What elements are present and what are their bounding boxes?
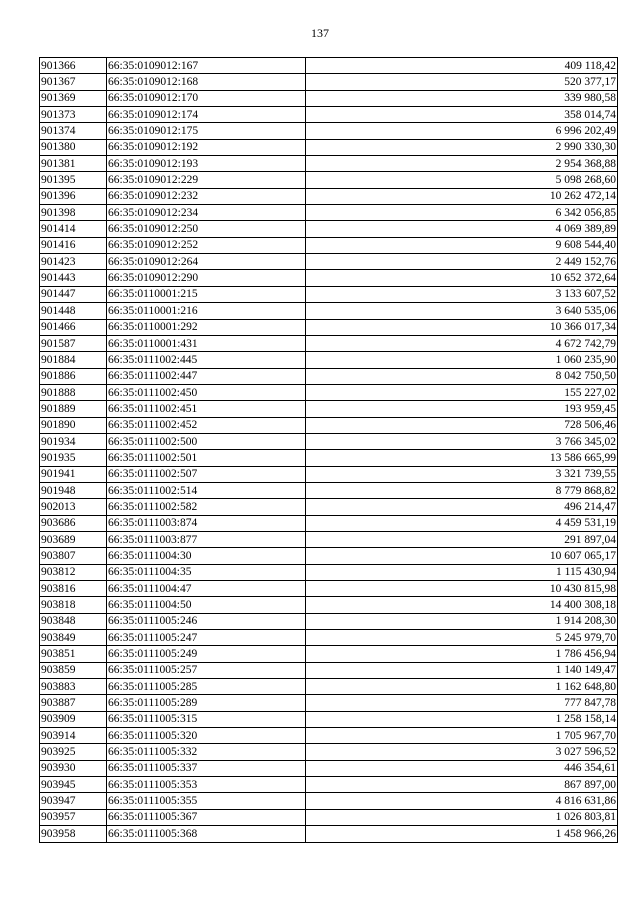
- value-cell: 2 954 368,88: [306, 156, 618, 172]
- table-row: [40, 793, 618, 809]
- cadastral-number-cell: 66:35:0111005:289: [107, 695, 306, 711]
- value-cell: 1 258 158,14: [306, 711, 618, 727]
- value-cell: 1 458 966,26: [306, 826, 618, 842]
- cadastral-number-cell: 66:35:0111005:315: [107, 711, 306, 727]
- cadastral-number-cell: 66:35:0111003:877: [107, 531, 306, 547]
- table-row: [40, 384, 618, 400]
- row-id-cell: 901934: [40, 433, 107, 449]
- table-body: [40, 58, 618, 843]
- row-id-cell: 901373: [40, 107, 107, 123]
- value-cell: 3 027 596,52: [306, 744, 618, 760]
- table-row: [40, 401, 618, 417]
- table-row: [40, 548, 618, 564]
- row-id-cell: 901587: [40, 335, 107, 351]
- cadastral-number-cell: 66:35:0111002:582: [107, 499, 306, 515]
- table-row: [40, 662, 618, 678]
- cadastral-number-cell: 66:35:0111005:353: [107, 777, 306, 793]
- data-table: [39, 57, 618, 843]
- table-row: [40, 564, 618, 580]
- table-row: [40, 352, 618, 368]
- table-row: [40, 156, 618, 172]
- table-row: [40, 515, 618, 531]
- row-id-cell: 901888: [40, 384, 107, 400]
- value-cell: 4 069 389,89: [306, 221, 618, 237]
- table-row: [40, 237, 618, 253]
- cadastral-number-cell: 66:35:0110001:215: [107, 286, 306, 302]
- table-row: [40, 809, 618, 825]
- value-cell: 1 026 803,81: [306, 809, 618, 825]
- row-id-cell: 901396: [40, 188, 107, 204]
- cadastral-number-cell: 66:35:0111002:514: [107, 482, 306, 498]
- row-id-cell: 903689: [40, 531, 107, 547]
- cadastral-number-cell: 66:35:0110001:431: [107, 335, 306, 351]
- cadastral-number-cell: 66:35:0109012:167: [107, 58, 306, 74]
- table-row: [40, 286, 618, 302]
- table-row: [40, 482, 618, 498]
- cadastral-number-cell: 66:35:0109012:250: [107, 221, 306, 237]
- cadastral-number-cell: 66:35:0110001:292: [107, 319, 306, 335]
- table-row: [40, 74, 618, 90]
- cadastral-number-cell: 66:35:0109012:192: [107, 139, 306, 155]
- table-row: [40, 466, 618, 482]
- value-cell: 1 705 967,70: [306, 728, 618, 744]
- cadastral-number-cell: 66:35:0111004:50: [107, 597, 306, 613]
- row-id-cell: 901366: [40, 58, 107, 74]
- row-id-cell: 901414: [40, 221, 107, 237]
- table-row: [40, 646, 618, 662]
- cadastral-number-cell: 66:35:0111004:35: [107, 564, 306, 580]
- table-row: [40, 760, 618, 776]
- row-id-cell: 901367: [40, 74, 107, 90]
- cadastral-number-cell: 66:35:0109012:175: [107, 123, 306, 139]
- cadastral-number-cell: 66:35:0111003:874: [107, 515, 306, 531]
- cadastral-number-cell: 66:35:0110001:216: [107, 303, 306, 319]
- value-cell: 1 914 208,30: [306, 613, 618, 629]
- row-id-cell: 903816: [40, 581, 107, 597]
- table-row: [40, 107, 618, 123]
- cadastral-number-cell: 66:35:0109012:264: [107, 254, 306, 270]
- table-row: [40, 172, 618, 188]
- value-cell: 6 342 056,85: [306, 205, 618, 221]
- cadastral-number-cell: 66:35:0109012:290: [107, 270, 306, 286]
- row-id-cell: 903914: [40, 728, 107, 744]
- cadastral-number-cell: 66:35:0109012:193: [107, 156, 306, 172]
- cadastral-number-cell: 66:35:0109012:168: [107, 74, 306, 90]
- row-id-cell: 903883: [40, 679, 107, 695]
- row-id-cell: 903958: [40, 826, 107, 842]
- cadastral-number-cell: 66:35:0111002:451: [107, 401, 306, 417]
- cadastral-number-cell: 66:35:0111005:320: [107, 728, 306, 744]
- table-row: [40, 531, 618, 547]
- table-row: [40, 613, 618, 629]
- row-id-cell: 901886: [40, 368, 107, 384]
- row-id-cell: 903807: [40, 548, 107, 564]
- row-id-cell: 903686: [40, 515, 107, 531]
- value-cell: 3 133 607,52: [306, 286, 618, 302]
- row-id-cell: 903925: [40, 744, 107, 760]
- value-cell: 9 608 544,40: [306, 237, 618, 253]
- table-row: [40, 221, 618, 237]
- row-id-cell: 901395: [40, 172, 107, 188]
- row-id-cell: 901447: [40, 286, 107, 302]
- cadastral-number-cell: 66:35:0109012:229: [107, 172, 306, 188]
- table-row: [40, 319, 618, 335]
- value-cell: 867 897,00: [306, 777, 618, 793]
- value-cell: 3 640 535,06: [306, 303, 618, 319]
- table-row: [40, 188, 618, 204]
- row-id-cell: 901369: [40, 90, 107, 106]
- value-cell: 13 586 665,99: [306, 450, 618, 466]
- cadastral-number-cell: 66:35:0111005:367: [107, 809, 306, 825]
- cadastral-number-cell: 66:35:0111004:30: [107, 548, 306, 564]
- table-row: [40, 777, 618, 793]
- value-cell: 14 400 308,18: [306, 597, 618, 613]
- table-row: [40, 139, 618, 155]
- cadastral-number-cell: 66:35:0109012:232: [107, 188, 306, 204]
- value-cell: 777 847,78: [306, 695, 618, 711]
- cadastral-number-cell: 66:35:0111002:452: [107, 417, 306, 433]
- cadastral-number-cell: 66:35:0111002:450: [107, 384, 306, 400]
- value-cell: 1 162 648,80: [306, 679, 618, 695]
- value-cell: 193 959,45: [306, 401, 618, 417]
- cadastral-number-cell: 66:35:0109012:170: [107, 90, 306, 106]
- value-cell: 728 506,46: [306, 417, 618, 433]
- cadastral-number-cell: 66:35:0111005:337: [107, 760, 306, 776]
- row-id-cell: 903945: [40, 777, 107, 793]
- table-row: [40, 728, 618, 744]
- table-row: [40, 695, 618, 711]
- page-number: 137: [311, 26, 329, 40]
- row-id-cell: 901380: [40, 139, 107, 155]
- cadastral-number-cell: 66:35:0111005:332: [107, 744, 306, 760]
- cadastral-number-cell: 66:35:0111002:500: [107, 433, 306, 449]
- row-id-cell: 903812: [40, 564, 107, 580]
- row-id-cell: 901935: [40, 450, 107, 466]
- value-cell: 291 897,04: [306, 531, 618, 547]
- row-id-cell: 903909: [40, 711, 107, 727]
- value-cell: 4 816 631,86: [306, 793, 618, 809]
- table-row: [40, 123, 618, 139]
- value-cell: 155 227,02: [306, 384, 618, 400]
- value-cell: 1 786 456,94: [306, 646, 618, 662]
- table-row: [40, 368, 618, 384]
- value-cell: 6 996 202,49: [306, 123, 618, 139]
- cadastral-number-cell: 66:35:0111005:285: [107, 679, 306, 695]
- row-id-cell: 901374: [40, 123, 107, 139]
- row-id-cell: 901884: [40, 352, 107, 368]
- cadastral-number-cell: 66:35:0111005:257: [107, 662, 306, 678]
- row-id-cell: 903851: [40, 646, 107, 662]
- table-row: [40, 711, 618, 727]
- cadastral-number-cell: 66:35:0111005:368: [107, 826, 306, 842]
- row-id-cell: 901941: [40, 466, 107, 482]
- value-cell: 446 354,61: [306, 760, 618, 776]
- cadastral-number-cell: 66:35:0111004:47: [107, 581, 306, 597]
- value-cell: 10 366 017,34: [306, 319, 618, 335]
- value-cell: 2 990 330,30: [306, 139, 618, 155]
- row-id-cell: 901889: [40, 401, 107, 417]
- table-row: [40, 581, 618, 597]
- cadastral-number-cell: 66:35:0111002:447: [107, 368, 306, 384]
- row-id-cell: 903887: [40, 695, 107, 711]
- row-id-cell: 901423: [40, 254, 107, 270]
- row-id-cell: 903848: [40, 613, 107, 629]
- row-id-cell: 901443: [40, 270, 107, 286]
- table-row: [40, 58, 618, 74]
- cadastral-number-cell: 66:35:0111002:501: [107, 450, 306, 466]
- table-row: [40, 303, 618, 319]
- value-cell: 10 430 815,98: [306, 581, 618, 597]
- value-cell: 2 449 152,76: [306, 254, 618, 270]
- value-cell: 3 321 739,55: [306, 466, 618, 482]
- value-cell: 8 042 750,50: [306, 368, 618, 384]
- row-id-cell: 901381: [40, 156, 107, 172]
- value-cell: 10 607 065,17: [306, 548, 618, 564]
- table-row: [40, 679, 618, 695]
- value-cell: 520 377,17: [306, 74, 618, 90]
- cadastral-number-cell: 66:35:0111002:507: [107, 466, 306, 482]
- table-row: [40, 499, 618, 515]
- table-row: [40, 254, 618, 270]
- value-cell: 8 779 868,82: [306, 482, 618, 498]
- row-id-cell: 901398: [40, 205, 107, 221]
- value-cell: 1 060 235,90: [306, 352, 618, 368]
- value-cell: 10 652 372,64: [306, 270, 618, 286]
- row-id-cell: 903818: [40, 597, 107, 613]
- table-row: [40, 417, 618, 433]
- value-cell: 3 766 345,02: [306, 433, 618, 449]
- row-id-cell: 903947: [40, 793, 107, 809]
- table-row: [40, 433, 618, 449]
- row-id-cell: 901890: [40, 417, 107, 433]
- row-id-cell: 901466: [40, 319, 107, 335]
- table-row: [40, 270, 618, 286]
- value-cell: 339 980,58: [306, 90, 618, 106]
- cadastral-number-cell: 66:35:0111005:246: [107, 613, 306, 629]
- value-cell: 1 115 430,94: [306, 564, 618, 580]
- cadastral-number-cell: 66:35:0111005:247: [107, 630, 306, 646]
- table-row: [40, 744, 618, 760]
- table-row: [40, 450, 618, 466]
- value-cell: 358 014,74: [306, 107, 618, 123]
- value-cell: 10 262 472,14: [306, 188, 618, 204]
- table-row: [40, 335, 618, 351]
- row-id-cell: 903930: [40, 760, 107, 776]
- value-cell: 496 214,47: [306, 499, 618, 515]
- table-row: [40, 630, 618, 646]
- row-id-cell: 901948: [40, 482, 107, 498]
- cadastral-number-cell: 66:35:0111002:445: [107, 352, 306, 368]
- cadastral-number-cell: 66:35:0111005:249: [107, 646, 306, 662]
- value-cell: 4 672 742,79: [306, 335, 618, 351]
- value-cell: 1 140 149,47: [306, 662, 618, 678]
- cadastral-number-cell: 66:35:0111005:355: [107, 793, 306, 809]
- value-cell: 5 245 979,70: [306, 630, 618, 646]
- row-id-cell: 901448: [40, 303, 107, 319]
- table-row: [40, 826, 618, 842]
- value-cell: 409 118,42: [306, 58, 618, 74]
- row-id-cell: 901416: [40, 237, 107, 253]
- row-id-cell: 903849: [40, 630, 107, 646]
- table-row: [40, 90, 618, 106]
- cadastral-number-cell: 66:35:0109012:252: [107, 237, 306, 253]
- cadastral-number-cell: 66:35:0109012:174: [107, 107, 306, 123]
- row-id-cell: 902013: [40, 499, 107, 515]
- table-row: [40, 205, 618, 221]
- row-id-cell: 903957: [40, 809, 107, 825]
- cadastral-number-cell: 66:35:0109012:234: [107, 205, 306, 221]
- value-cell: 5 098 268,60: [306, 172, 618, 188]
- row-id-cell: 903859: [40, 662, 107, 678]
- value-cell: 4 459 531,19: [306, 515, 618, 531]
- table-row: [40, 597, 618, 613]
